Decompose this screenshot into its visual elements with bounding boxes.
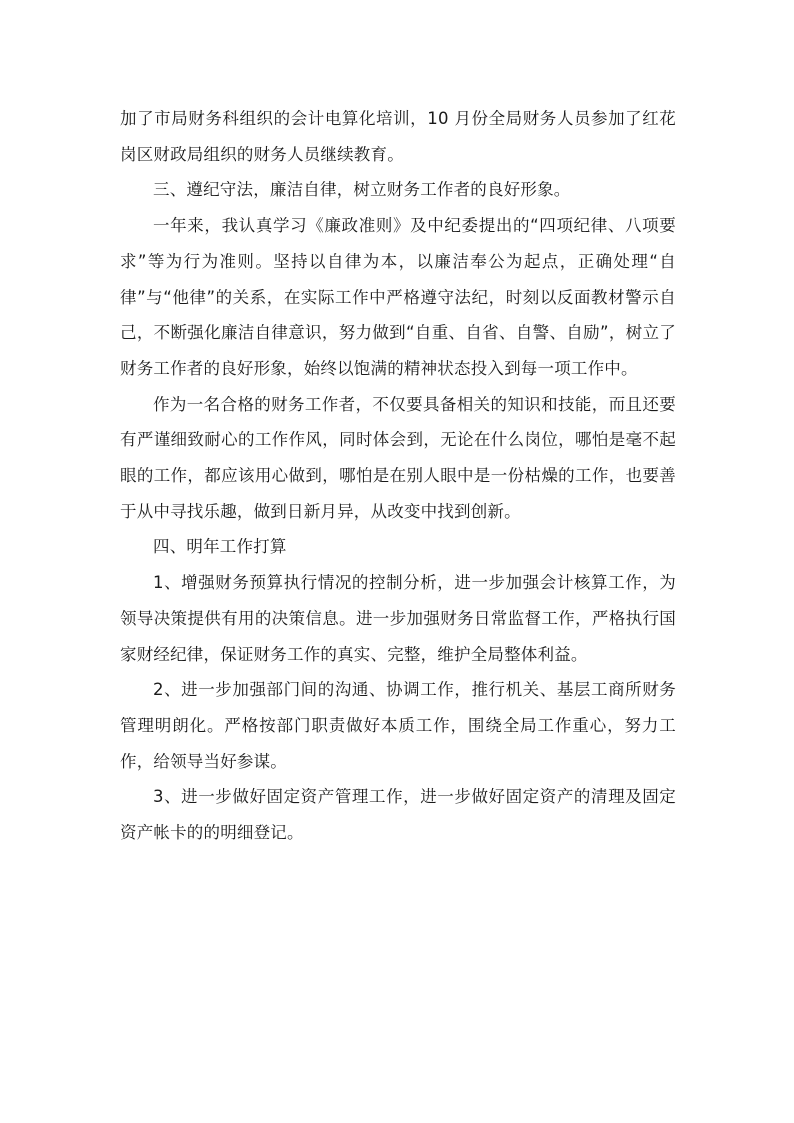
plan-item-2: 2、进一步加强部门间的沟通、协调工作，推行机关、基层工商所财务管理明朗化。严格按部门职责做好本质工作，围绕全局工作重心，努力工作，给领导当好参谋。 (120, 680, 676, 771)
paragraph-continuation: 加了市局财务科组织的会计电算化培训，10 月份全局财务人员参加了红花岗区财政局组织的财务人员继续教育。 (120, 109, 676, 164)
section-heading-four: 四、明年工作打算 (153, 537, 287, 557)
plan-item-1: 1、增强财务预算执行情况的控制分析，进一步加强会计核算工作，为领导决策提供有用的决策信息。进一步加强财务日常监督工作，严格执行国家财经纪律，保证财务工作的真实、完整，维护全局整体利益。 (120, 573, 676, 664)
section-heading-three: 三、遵纪守法，廉洁自律，树立财务工作者的良好形象。 (153, 180, 571, 200)
document-page (120, 101, 676, 851)
plan-item-3: 3、进一步做好固定资产管理工作，进一步做好固定资产的清理及固定资产帐卡的的明细登记。 (120, 787, 676, 843)
paragraph-work-attitude: 作为一名合格的财务工作者，不仅要具备相关的知识和技能，而且还要有严谨细致耐心的工作作风，同时体会到，无论在什么岗位，哪怕是毫不起眼的工作，都应该用心做到，哪怕是在别人眼中是一份枯燥的工作，也要善于从中寻找乐趣，做到日新月异，从改变中找到创新。 (120, 394, 676, 521)
paragraph-integrity: 一年来，我认真学习《廉政准则》及中纪委提出的“四项纪律、八项要求”等为行为准则。坚持以自律为本，以廉洁奉公为起点，正确处理“自律”与“他律”的关系，在实际工作中严格遵守法纪，时刻以反面教材警示自己，不断强化廉洁自律意识，努力做到“自重、自省、自警、自励”，树立了财务工作者的良好形象，始终以饱满的精神状态投入到每一项工作中。 (120, 216, 676, 378)
